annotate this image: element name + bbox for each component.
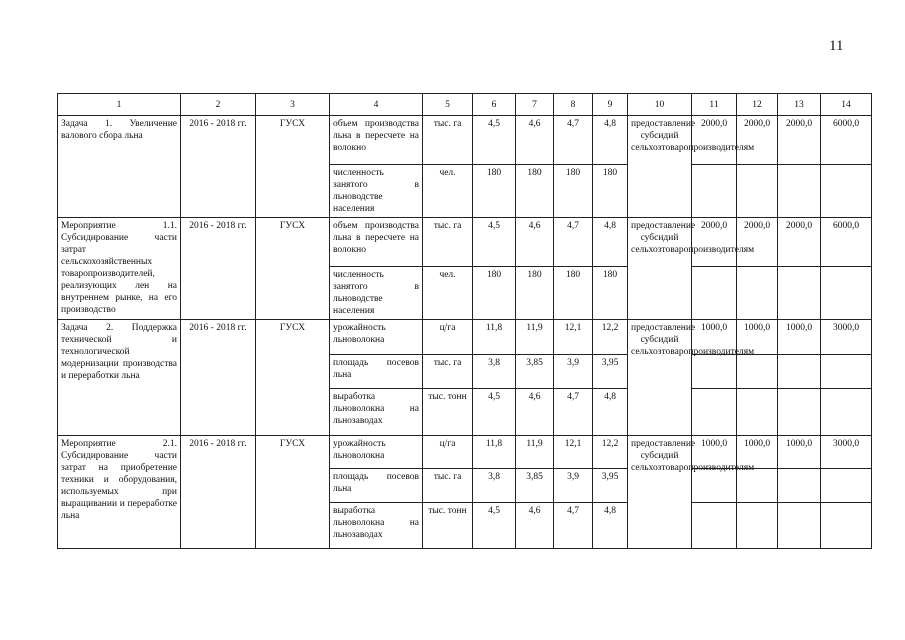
table-row [58,116,872,165]
task-cell: Мероприятие 2.1. Субсидирование части затрат на приобретение техники и оборудования, используемых при выращивании и переработке льна [58,436,181,549]
amount-cell: 1000,0 [692,320,737,355]
program-table [57,93,872,549]
indicator-cell: численность занятого в льноводстве населения [330,267,423,320]
value-cell: 3,85 [516,469,554,503]
value-cell: 4,5 [473,116,516,165]
empty-amount-cell [737,503,778,549]
value-cell: 180 [516,165,554,218]
amount-cell: 3000,0 [821,320,872,355]
value-cell: 3,95 [593,355,628,389]
empty-amount-cell [737,389,778,436]
unit-cell: чел. [423,267,473,320]
empty-amount-cell [778,389,821,436]
table-row [58,320,872,355]
unit-cell: тыс. га [423,218,473,267]
period-cell: 2016 - 2018 гг. [181,436,256,549]
indicator-cell: объем производства льна в пересчете на волокно [330,218,423,267]
task-cell: Мероприятие 1.1. Субсидирование части затрат сельскохозяйственных товаропроизводителей, реализующих лен на внутреннем рынке, на его производство [58,218,181,320]
value-cell: 4,6 [516,218,554,267]
amount-cell: 1000,0 [778,320,821,355]
empty-amount-cell [737,267,778,320]
page-number: 11 [829,38,844,54]
empty-amount-cell [778,503,821,549]
executor-cell: ГУСХ [256,436,330,549]
value-cell: 11,8 [473,320,516,355]
value-cell: 4,7 [554,218,593,267]
column-header-6: 6 [473,94,516,116]
empty-amount-cell [778,355,821,389]
empty-amount-cell [821,469,872,503]
value-cell: 4,5 [473,218,516,267]
value-cell: 3,9 [554,355,593,389]
value-cell: 4,7 [554,503,593,549]
value-cell: 4,7 [554,389,593,436]
empty-amount-cell [692,165,737,218]
value-cell: 4,8 [593,503,628,549]
value-cell: 180 [593,165,628,218]
empty-amount-cell [737,355,778,389]
value-cell: 3,8 [473,469,516,503]
value-cell: 3,9 [554,469,593,503]
amount-cell: 1000,0 [692,436,737,469]
table-body [58,94,872,549]
value-cell: 12,2 [593,320,628,355]
empty-amount-cell [692,389,737,436]
value-cell: 4,7 [554,116,593,165]
value-cell: 180 [473,267,516,320]
value-cell: 4,5 [473,503,516,549]
column-header-8: 8 [554,94,593,116]
value-cell: 11,9 [516,320,554,355]
task-cell: Задача 1. Увеличение валового сбора льна [58,116,181,218]
value-cell: 180 [593,267,628,320]
column-header-14: 14 [821,94,872,116]
support-cell: предоставление субсидий сельхозтоваропроизводителям [628,218,692,320]
column-header-12: 12 [737,94,778,116]
unit-cell: ц/га [423,320,473,355]
value-cell: 11,9 [516,436,554,469]
executor-cell: ГУСХ [256,320,330,436]
indicator-cell: численность занятого в льноводстве населения [330,165,423,218]
empty-amount-cell [692,503,737,549]
amount-cell: 2000,0 [737,116,778,165]
amount-cell: 2000,0 [778,218,821,267]
amount-cell: 1000,0 [737,436,778,469]
empty-amount-cell [692,267,737,320]
empty-amount-cell [692,469,737,503]
amount-cell: 2000,0 [692,218,737,267]
value-cell: 3,8 [473,355,516,389]
executor-cell: ГУСХ [256,116,330,218]
value-cell: 180 [554,267,593,320]
header-row [58,94,872,116]
value-cell: 12,1 [554,320,593,355]
unit-cell: тыс. тонн [423,389,473,436]
value-cell: 4,6 [516,503,554,549]
empty-amount-cell [778,469,821,503]
unit-cell: тыс. га [423,355,473,389]
column-header-13: 13 [778,94,821,116]
value-cell: 4,8 [593,218,628,267]
value-cell: 4,6 [516,116,554,165]
value-cell: 3,95 [593,469,628,503]
unit-cell: чел. [423,165,473,218]
column-header-7: 7 [516,94,554,116]
unit-cell: тыс. тонн [423,503,473,549]
value-cell: 4,6 [516,389,554,436]
indicator-cell: урожайность льноволокна [330,320,423,355]
period-cell: 2016 - 2018 гг. [181,218,256,320]
unit-cell: ц/га [423,436,473,469]
value-cell: 4,5 [473,389,516,436]
empty-amount-cell [692,355,737,389]
support-cell: предоставление субсидий сельхозтоваропроизводителям [628,436,692,549]
indicator-cell: урожайность льноволокна [330,436,423,469]
value-cell: 4,8 [593,389,628,436]
value-cell: 11,8 [473,436,516,469]
value-cell: 12,1 [554,436,593,469]
value-cell: 3,85 [516,355,554,389]
unit-cell: тыс. га [423,116,473,165]
support-cell: предоставление субсидий сельхозтоваропроизводителям [628,320,692,436]
empty-amount-cell [821,355,872,389]
table-row [58,436,872,469]
empty-amount-cell [821,267,872,320]
value-cell: 4,8 [593,116,628,165]
indicator-cell: объем производства льна в пересчете на волокно [330,116,423,165]
amount-cell: 2000,0 [778,116,821,165]
unit-cell: тыс. га [423,469,473,503]
empty-amount-cell [821,503,872,549]
column-header-2: 2 [181,94,256,116]
value-cell: 180 [554,165,593,218]
column-header-9: 9 [593,94,628,116]
column-header-1: 1 [58,94,181,116]
executor-cell: ГУСХ [256,218,330,320]
column-header-3: 3 [256,94,330,116]
amount-cell: 2000,0 [692,116,737,165]
amount-cell: 1000,0 [778,436,821,469]
amount-cell: 1000,0 [737,320,778,355]
amount-cell: 6000,0 [821,218,872,267]
indicator-cell: площадь посевов льна [330,355,423,389]
column-header-4: 4 [330,94,423,116]
indicator-cell: выработка льноволокна на льнозаводах [330,503,423,549]
column-header-11: 11 [692,94,737,116]
amount-cell: 2000,0 [737,218,778,267]
indicator-cell: выработка льноволокна на льнозаводах [330,389,423,436]
empty-amount-cell [821,389,872,436]
period-cell: 2016 - 2018 гг. [181,320,256,436]
amount-cell: 6000,0 [821,116,872,165]
empty-amount-cell [778,267,821,320]
indicator-cell: площадь посевов льна [330,469,423,503]
value-cell: 180 [516,267,554,320]
empty-amount-cell [821,165,872,218]
amount-cell: 3000,0 [821,436,872,469]
empty-amount-cell [778,165,821,218]
period-cell: 2016 - 2018 гг. [181,116,256,218]
task-cell: Задача 2. Поддержка технической и технологической модернизации производства и переработки льна [58,320,181,436]
empty-amount-cell [737,469,778,503]
empty-amount-cell [737,165,778,218]
column-header-5: 5 [423,94,473,116]
support-cell: предоставление субсидий сельхозтоваропроизводителям [628,116,692,218]
column-header-10: 10 [628,94,692,116]
value-cell: 12,2 [593,436,628,469]
value-cell: 180 [473,165,516,218]
table-row [58,218,872,267]
